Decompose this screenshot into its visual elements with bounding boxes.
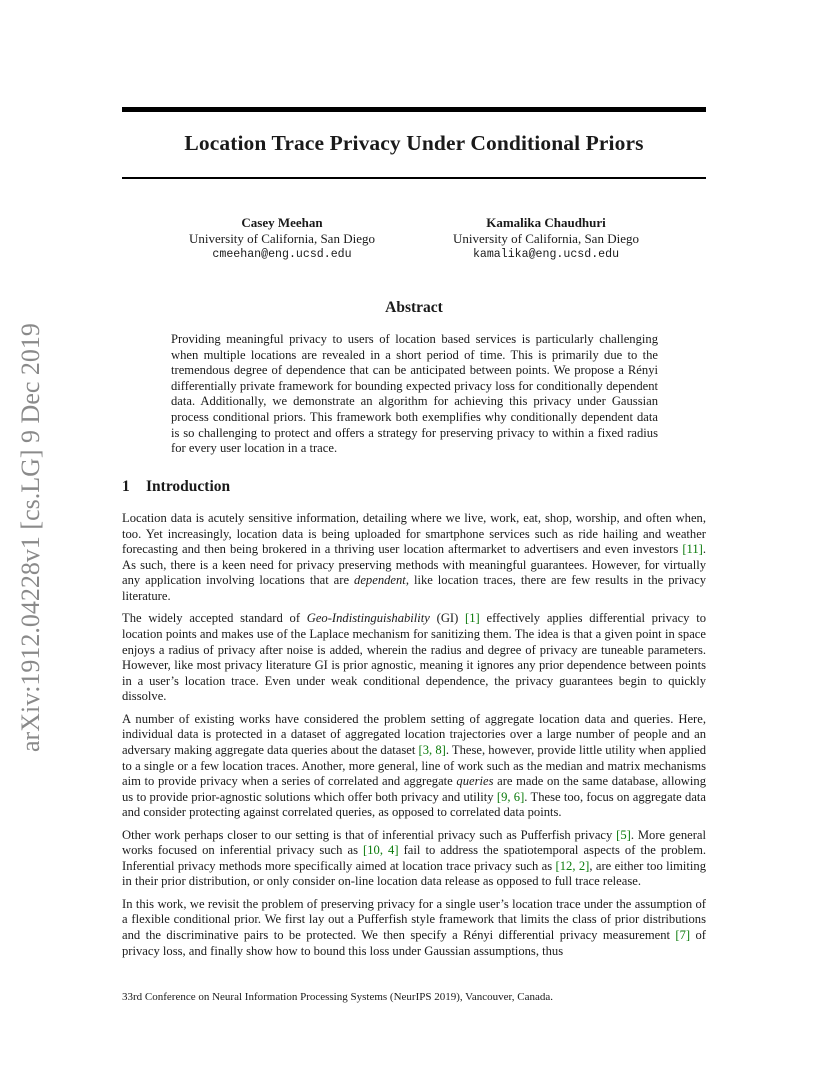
text-span: A number of existing works have considered the problem setting of aggregate location data and queries. Here, individual data is protected in a dataset of aggregated location trajectories over a large number of people and an adversary making aggregate data queries about the dataset — [122, 711, 706, 757]
citation-link[interactable]: [12, 2] — [555, 858, 590, 873]
abstract-heading: Abstract — [385, 299, 443, 316]
paragraph-2 — [122, 611, 706, 705]
citation-link[interactable]: [9, 6] — [496, 789, 525, 804]
text-span: of privacy loss, and finally show how to bound this loss under Gaussian assumptions, thus — [122, 928, 707, 958]
section-number: 1 — [122, 478, 130, 495]
conference-footer: 33rd Conference on Neural Information Processing Systems (NeurIPS 2019), Vancouver, Canada. — [122, 991, 554, 1003]
author-name: Casey Meehan — [241, 215, 323, 230]
author-email: cmeehan@eng.ucsd.edu — [212, 248, 352, 261]
emphasis-text: queries — [456, 774, 494, 789]
text-span: . As such, there is a keen need for privacy preserving methods with meaningful guarantees. However, for virtually any application involving locations that are — [122, 542, 706, 588]
citation-link[interactable]: [7] — [675, 928, 691, 943]
text-span: . More general works focused on inferential privacy such as — [122, 827, 707, 858]
text-span: (GI) — [429, 611, 466, 626]
emphasis-text: dependent — [354, 573, 406, 588]
author-block-2 — [416, 215, 676, 263]
paragraph-3 — [122, 712, 706, 821]
text-span: Other work perhaps closer to our setting is that of inferential privacy such as Pufferfish privacy — [122, 827, 617, 842]
text-span: . These too, focus on aggregate data and consider protecting against correlated queries, as opposed to correlated data points. — [122, 789, 707, 820]
citation-link[interactable]: [11] — [682, 542, 703, 557]
paper-title: Location Trace Privacy Under Conditional Priors — [184, 131, 644, 155]
text-span: fail to address the spatiotemporal aspects of the problem. Inferential privacy methods more specifically aimed at location trace privacy such as — [122, 843, 707, 873]
author-affiliation: University of California, San Diego — [189, 231, 375, 246]
title-rule-bottom — [122, 177, 706, 179]
citation-link[interactable]: [10, 4] — [363, 843, 399, 858]
text-span: Location data is acutely sensitive information, detailing where we live, work, eat, shop, worship, and often when, too. Yet increasingly, location data is being uploaded for smartphone services such as ride hailing and weather forecasting and then being brokered in a thriving user location aftermarket to advertisers and even investors — [122, 511, 706, 557]
text-span: In this work, we revisit the problem of preserving privacy for a single user’s location trace under the assumption of a flexible conditional prior. We first lay out a Pufferfish style framework that limits the class of prior distributions and the discriminative pairs to be protected. We then specify a Rényi differential privacy measurement — [122, 896, 706, 943]
text-span: . These, however, provide little utility when applied to a single or a few location traces. Another, more general, line of work such as the median and matrix mechanisms aim to provide privacy when a series of correlated and aggregate — [122, 742, 707, 789]
section-heading-introduction — [122, 478, 230, 496]
author-email: kamalika@eng.ucsd.edu — [472, 248, 620, 261]
introduction-body — [122, 511, 706, 966]
paragraph-1 — [122, 511, 706, 605]
paragraph-5 — [122, 897, 706, 959]
text-span: are made on the same database, allowing us to provide prior-agnostic solutions which offer both privacy and utility — [122, 774, 706, 804]
section-title: Introduction — [146, 478, 231, 495]
author-affiliation: University of California, San Diego — [453, 231, 639, 246]
text-span: , are either too limiting in their prior distribution, or only consider on-line location data release as opposed to full trace release. — [122, 858, 707, 889]
citation-link[interactable]: [3, 8] — [418, 742, 446, 757]
paragraph-4 — [122, 828, 706, 890]
abstract-text: Providing meaningful privacy to users of location based services is particularly challenging when multiple locations are revealed in a short period of time. This is primarily due to the tremendous degree of dependence that can be anticipated between points. We propose a Rényi differentially private framework for bounding expected privacy loss for conditionally dependent data. Additionally, we demonstrate an algorithm for achieving this privacy under Gaussian process conditional priors. This framework both exemplifies why conditionally dependent data is so challenging to protect and offers a strategy for preserving privacy to within a fixed radius for every user location in a trace. — [171, 332, 658, 456]
title-rule-top — [122, 107, 706, 112]
text-span: , like location traces, there are few results in the privacy literature. — [122, 573, 707, 603]
text-span: The widely accepted standard of — [122, 611, 307, 626]
text-span: effectively applies differential privacy to location points and makes use of the Laplace mechanism for sanitizing them. The idea is that a given point in space enjoys a radius of privacy after noise is added, wherein the radius and degree of privacy are tuneable parameters. However, like most privacy literature GI is prior agnostic, meaning it ignores any prior dependence between points in a user’s location trace. Even under weak conditional dependence, the privacy guarantees begin to quickly dissolve. — [122, 611, 706, 704]
emphasis-text: Geo-Indistinguishability — [306, 611, 430, 626]
author-block-1 — [152, 215, 412, 263]
author-name: Kamalika Chaudhuri — [486, 215, 606, 230]
citation-link[interactable]: [5] — [616, 827, 631, 842]
arxiv-sidebar-stamp: arXiv:1912.04228v1 [cs.LG] 9 Dec 2019 — [16, 323, 45, 752]
citation-link[interactable]: [1] — [465, 611, 480, 626]
